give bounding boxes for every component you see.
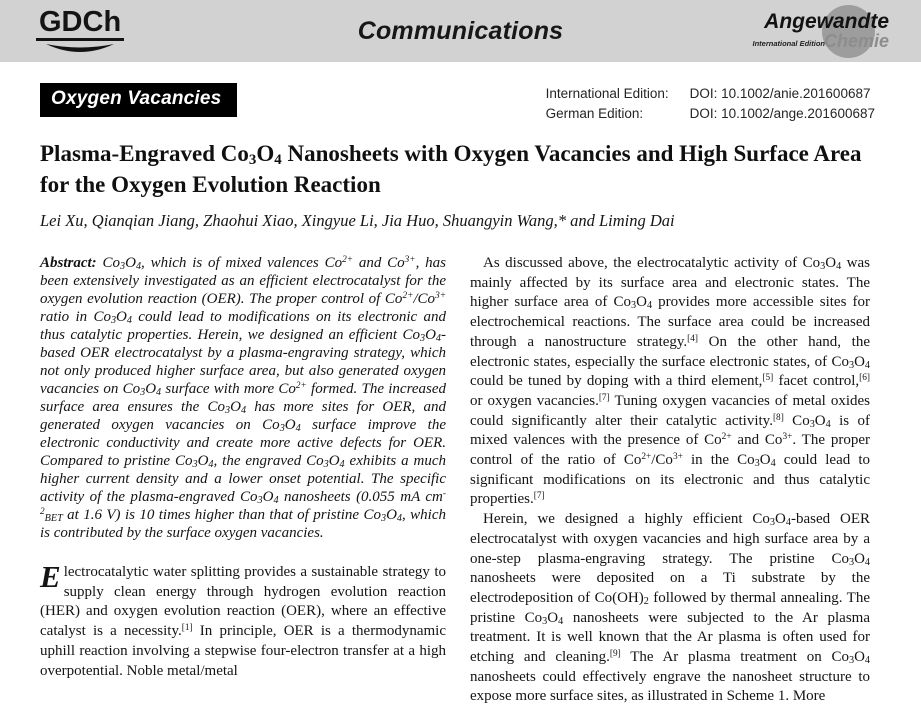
- doi-block: [546, 84, 875, 123]
- article-title: Plasma-Engraved $Co_3O_4$ Nanosheets with Oxygen Vacancies and High Surface Area for the Oxygen Evolution Reaction: [40, 141, 862, 197]
- angewandte-edition-label: International Edition: [752, 39, 825, 48]
- gdch-logo: [36, 8, 124, 56]
- column-right: [470, 254, 870, 707]
- intro-dropcap: E: [40, 559, 61, 594]
- abstract-paragraph: [40, 254, 446, 542]
- intro-text: lectrocatalytic water splitting provides a sustainable strategy to supply clean energy through hydrogen evolution reaction (HER) and oxygen evolution reaction (OER), where an effective catalyst is a necessity.[1] In principle, OER is a thermodynamic uphill reaction involving a stepwise four-electron transfer at a high overpotential. Noble metal/metal: [40, 564, 447, 679]
- topic-badge: Oxygen Vacancies: [40, 83, 237, 117]
- doi-label-german: German Edition:: [545, 105, 644, 121]
- angewandte-logo: [731, 3, 891, 61]
- article-content: [0, 83, 921, 707]
- section-banner-title: Communications: [357, 16, 564, 45]
- gdch-logo-text: GDCh: [36, 8, 124, 41]
- doi-label-international: International Edition:: [545, 86, 669, 101]
- article-columns: [40, 254, 875, 707]
- abstract-label: Abstract:: [40, 255, 97, 271]
- doi-value-german: DOI: 10.1002/ange.201600687: [689, 105, 875, 121]
- doi-value-international: DOI: 10.1002/anie.201600687: [689, 86, 871, 101]
- gdch-arc-icon: [44, 42, 116, 56]
- article-authors: Lei Xu, Qianqian Jiang, Zhaohui Xiao, Xingyue Li, Jia Huo, Shuangyin Wang,* and Liming Dai: [40, 211, 675, 230]
- abstract-text: $Co_3O_4$, which is of mixed valences $Co^{2+}$ and $Co^{3+}$, has been extensively investigated as an efficient electrocatalyst for the oxygen evolution reaction (OER). The proper control of $Co^{2+}/Co^{3+}$ ratio in $Co_3O_4$ could lead to modifications on its electronic and thus catalytic properties. Herein, we designed an efficient $Co_3O_4$-based OER electrocatalyst by a plasma-engraving strategy, which not only produced higher surface area, but also generated oxygen vacancies on $Co_3O_4$ surface with more $Co^{2+}$ formed. The increased surface area ensures the $Co_3O_4$ has more sites for OER, and generated oxygen vacancies on $Co_3O_4$ surface improve the electronic conductivity and create more active defects for OER. Compared to pristine $Co_3O_4$, the engraved $Co_3O_4$ exhibits a much higher current density and a lower onset potential. The specific activity of the plasma-engraved $Co_3O_4$ nanosheets (0.055 mA $cm^{-2}_{BET}$ at 1.6 V) is 10 times higher than that of pristine $Co_3O_4$, which is contributed by the surface oxygen vacancies.: [40, 254, 446, 541]
- angewandte-chemie-wordmark: Chemie: [823, 31, 889, 51]
- body-paragraph-1: As discussed above, the electrocatalytic activity of $Co_3O_4$ was mainly affected by its surface area and electronic states. The higher surface area of $Co_3O_4$ provides more accessible sites for electrochemical reactions. The surface area could be increased through a nanostructure strategy.[4] On the other hand, the electronic states, especially the surface electronic states, of $Co_3O_4$ could be tuned by doping with a third element,[5] facet control,[6] or oxygen vacancies.[7] Tuning oxygen vacancies of metal oxides could significantly alter their catalytic activity.[8] $Co_3O_4$ is of mixed valences with the presence of $Co^{2+}$ and $Co^{3+}$. The proper control of the ratio of $Co^{2+}/Co^{3+}$ in the $Co_3O_4$ could lead to significant modifications on its electronic and thus catalytic properties.[7]: [470, 255, 871, 508]
- article-meta-row: [40, 83, 875, 123]
- angewandte-wordmark: Angewandte: [764, 10, 889, 33]
- column-left: [40, 254, 446, 707]
- body-paragraph-2: Herein, we designed a highly efficient $Co_3O_4$-based OER electrocatalyst with oxygen vacancies and high surface area by a one-step plasma-engraving strategy. The pristine $Co_3O_4$ nanosheets were deposited on a Ti substrate by the electrodeposition of $Co(OH)_2$ followed by thermal annealing. The pristine $Co_3O_4$ nanosheets were subjected to the Ar plasma treatment. It is well known that the Ar plasma is often used for etching and cleaning.[9] The Ar plasma treatment on $Co_3O_4$ nanosheets could effectively engrave the nanosheet structure to expose more surface sites, as illustrated in Scheme 1. More: [470, 511, 870, 705]
- intro-paragraph: [40, 559, 447, 681]
- journal-header-band: [0, 0, 921, 62]
